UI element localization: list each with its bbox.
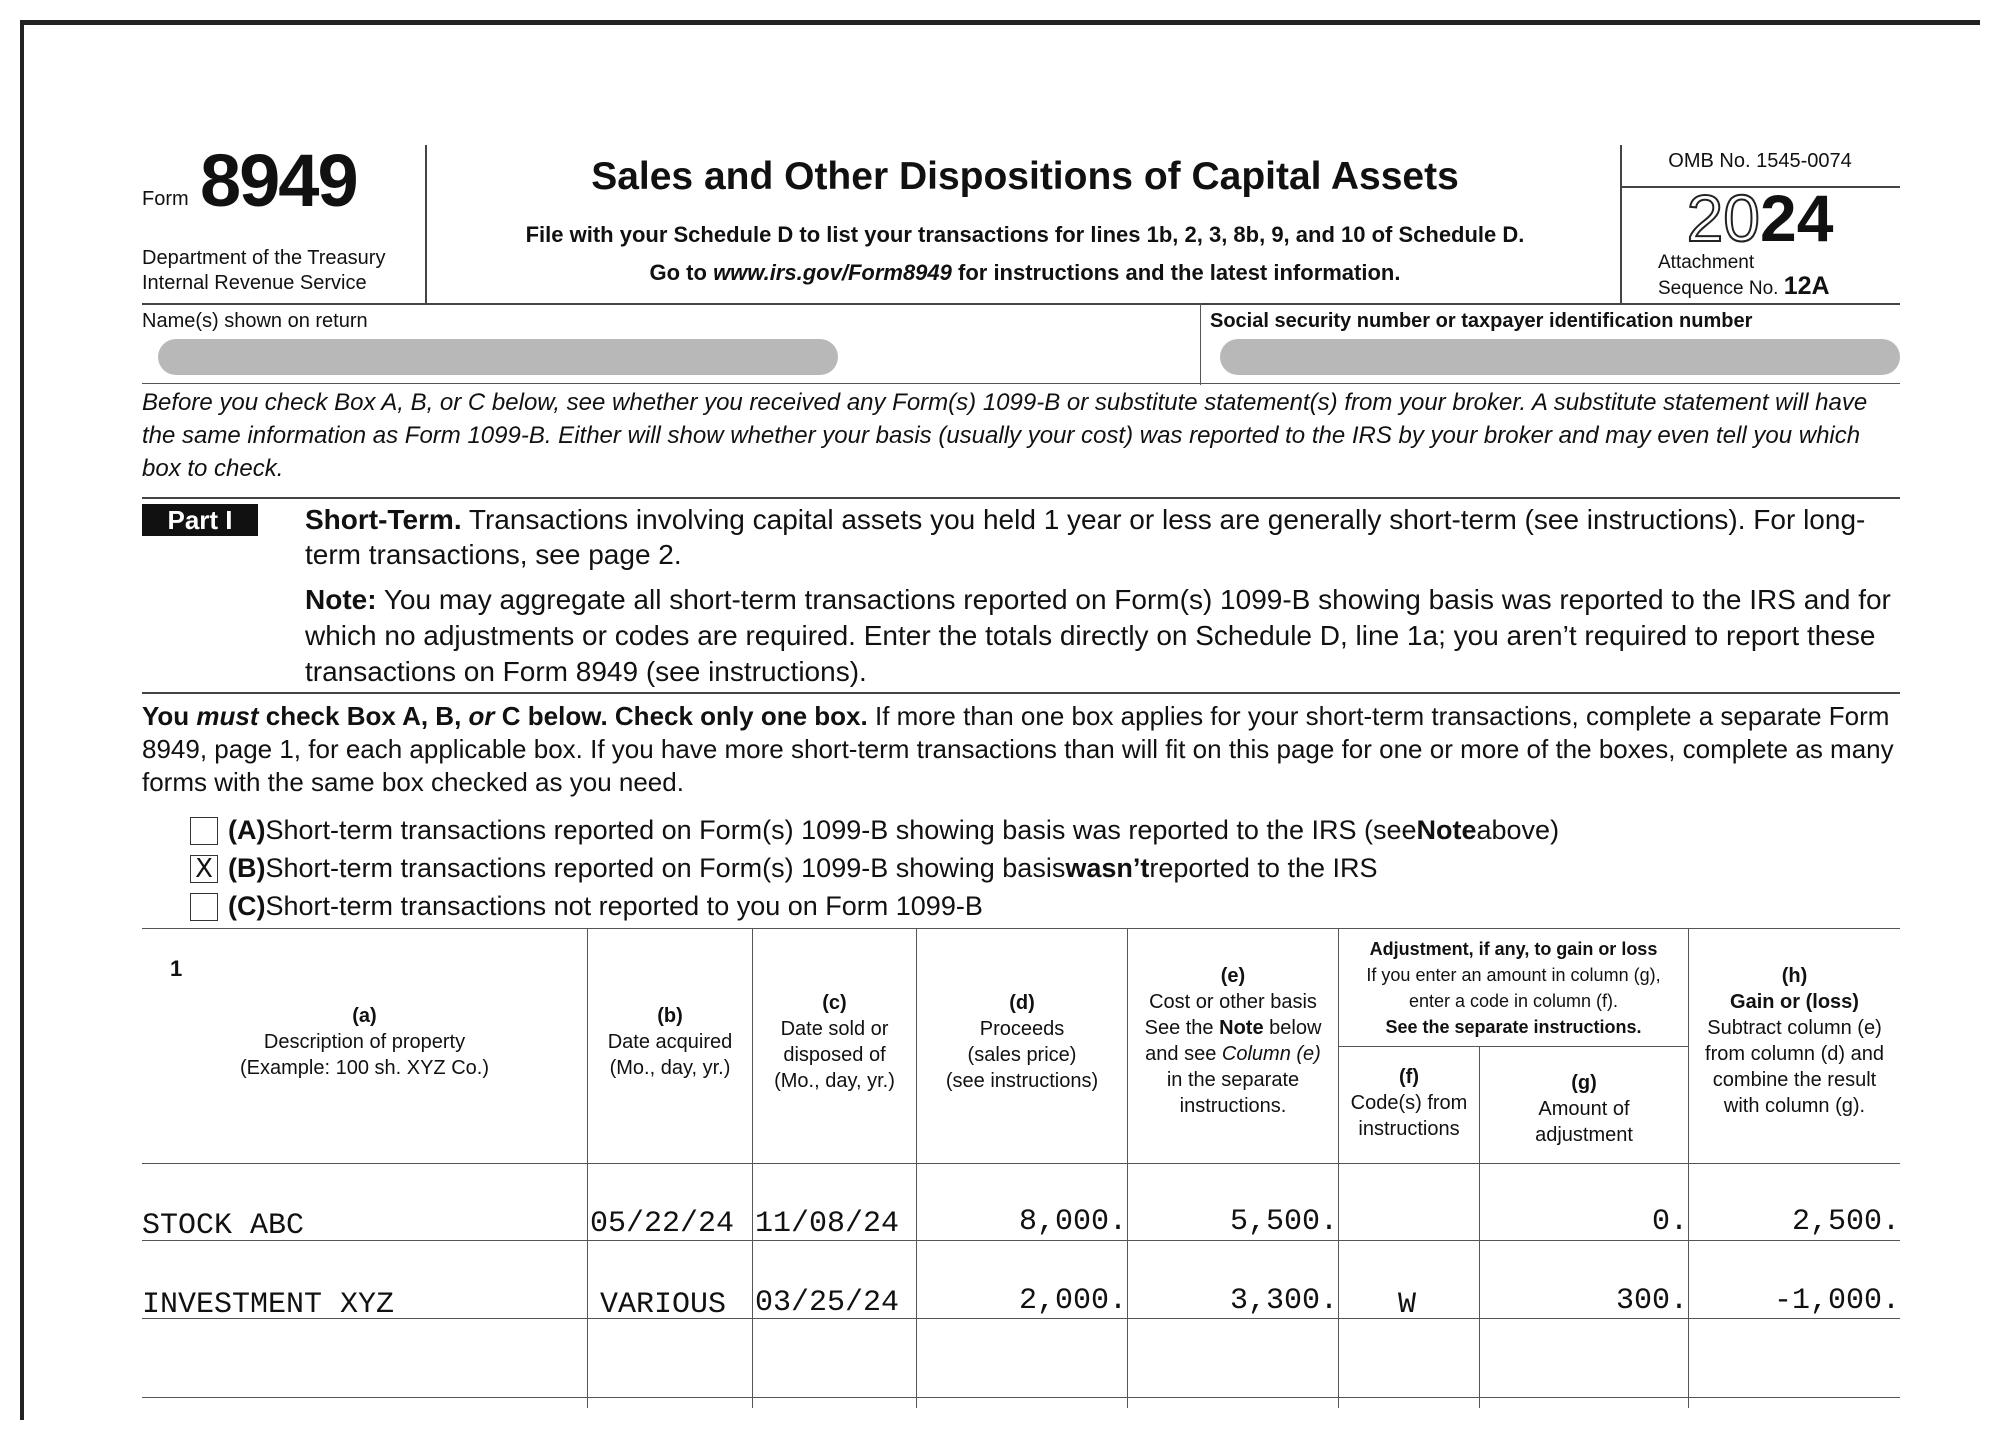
instructions-link[interactable]: www.irs.gov/Form8949 — [713, 260, 952, 285]
form-number: 8949 — [200, 139, 357, 222]
checkbox-row-a: (A) Short-term transactions reported on Form(s) 1099-B showing basis was reported to the IRS (see Note above) — [190, 815, 1559, 846]
department — [142, 246, 385, 296]
header-col-d: (d) Proceeds (sales price) (see instructions) — [945, 992, 1099, 1092]
checkbox-c[interactable] — [190, 893, 218, 921]
header-col-f: (f) Code(s) from instructions — [1350, 1066, 1468, 1140]
row2-gain-loss[interactable]: -1,000. — [1773, 1284, 1900, 1318]
col-divider-b — [587, 928, 588, 1408]
row1-date-acquired[interactable]: 05/22/24 — [590, 1207, 735, 1241]
row3-bottom-rule — [142, 1397, 1900, 1398]
header-col-h: (h) Gain or (loss) Subtract column (e) from column (d) and combine the result with column (g). — [1705, 965, 1884, 1117]
part-badge: Part I — [142, 504, 258, 536]
row2-proceeds[interactable]: 2,000. — [1018, 1284, 1127, 1318]
part-bottom-rule — [142, 692, 1900, 694]
form-subtitle-1: File with your Schedule D to list your transactions for lines 1b, 2, 3, 8b, 9, and 10 of Schedule D. — [525, 222, 1525, 247]
top-border — [20, 20, 1980, 25]
adjustment-subheader-rule — [1338, 1046, 1688, 1047]
part-heading: Short-Term. Transactions involving capital assets you held 1 year or less are generally short-term (see instructions). For long-term transactions, see page 2. — [305, 504, 1866, 570]
left-border — [20, 20, 24, 1420]
ssn-field-redacted[interactable] — [1220, 339, 1900, 375]
name-label: Name(s) shown on return — [142, 310, 368, 332]
header-col-b: (b) Date acquired (Mo., day, yr.) — [607, 1005, 733, 1079]
row2-code[interactable]: W — [1398, 1288, 1417, 1322]
header-col-c: (c) Date sold or disposed of (Mo., day, yr.) — [774, 992, 895, 1092]
table-top-rule — [142, 928, 1900, 929]
row2-adjustment[interactable]: 300. — [1615, 1284, 1688, 1318]
header-adjustment: Adjustment, if any, to gain or loss If you enter an amount in column (g), enter a code in column (f). See the separate instructions. — [1366, 939, 1661, 1037]
intro-bottom-rule — [142, 497, 1900, 499]
row2-description[interactable]: INVESTMENT XYZ — [142, 1288, 395, 1322]
row1-gain-loss[interactable]: 2,500. — [1791, 1205, 1900, 1239]
form-label: Form — [142, 188, 189, 210]
row1-description[interactable]: STOCK ABC — [142, 1209, 305, 1243]
checkbox-row-c: (C) Short-term transactions not reported to you on Form 1099-B — [190, 891, 983, 922]
row1-adjustment[interactable]: 0. — [1651, 1205, 1688, 1239]
name-field-redacted[interactable] — [158, 339, 838, 375]
checkbox-row-b: X (B) Short-term transactions reported on Form(s) 1099-B showing basis wasn’t reported to the IRS — [190, 853, 1378, 884]
row2-bottom-rule — [142, 1318, 1900, 1319]
row2-cost[interactable]: 3,300. — [1229, 1284, 1338, 1318]
row1-cost[interactable]: 5,500. — [1229, 1205, 1338, 1239]
omb-number: OMB No. 1545-0074 — [1668, 150, 1852, 172]
fields-bottom-rule — [142, 383, 1900, 384]
form-subtitle-2: Go to www.irs.gov/Form8949 for instructions and the latest information. — [649, 260, 1401, 285]
header-bottom-rule — [142, 303, 1900, 305]
dept-line1: Department of the Treasury — [142, 247, 386, 269]
table-header-bottom-rule — [142, 1163, 1900, 1164]
part-note: Note: You may aggregate all short-term transactions reported on Form(s) 1099-B showing basis was reported to the IRS and for which no adjustments or codes are required. Enter the totals directly on Schedule D, line 1a; you aren’t required to report these transactions on Form 8949 (see instructions). — [305, 584, 1891, 687]
intro-text: Before you check Box A, B, or C below, see whether you received any Form(s) 1099-B or substitute statement(s) from your broker. A substitute statement will have the same information as Form 1099-B. Either will show whether your basis (usually your cost) was reported to the IRS by your broker and may even tell you which box to check. — [142, 389, 1868, 482]
name-ssn-divider — [1200, 303, 1201, 385]
line-number: 1 — [170, 956, 183, 981]
row2-date-sold[interactable]: 03/25/24 — [755, 1286, 900, 1320]
header-col-g: (g) Amount of adjustment — [1535, 1072, 1633, 1146]
header-col-a: (a) Description of property (Example: 100 sh. XYZ Co.) — [240, 1005, 489, 1079]
header-col-e: (e) Cost or other basis See the Note below and see Column (e) in the separate instructions. — [1144, 965, 1322, 1117]
row1-date-sold[interactable]: 11/08/24 — [755, 1207, 900, 1241]
checkbox-b[interactable]: X — [190, 855, 218, 883]
form-title: Sales and Other Dispositions of Capital Assets — [591, 155, 1459, 198]
row2-date-acquired[interactable]: VARIOUS — [600, 1288, 727, 1322]
row1-proceeds[interactable]: 8,000. — [1018, 1205, 1127, 1239]
dept-line2: Internal Revenue Service — [142, 272, 367, 294]
sequence-number: Sequence No. 12A — [1658, 272, 1830, 300]
row1-bottom-rule — [142, 1240, 1900, 1241]
must-check-instructions: You must check Box A, B, or C below. Check only one box. If more than one box applies for your short-term transactions, complete a separate Form 8949, page 1, for each applicable box. If you have more short-term transactions than will fit on this page for one or more of the boxes, complete as many forms with the same box checked as you need. — [142, 701, 1894, 797]
attachment-label: Attachment — [1658, 252, 1755, 273]
checkbox-a[interactable] — [190, 817, 218, 845]
ssn-label: Social security number or taxpayer identification number — [1210, 310, 1753, 332]
tax-year: 2024 — [1686, 181, 1834, 255]
header-divider-left — [425, 145, 427, 303]
